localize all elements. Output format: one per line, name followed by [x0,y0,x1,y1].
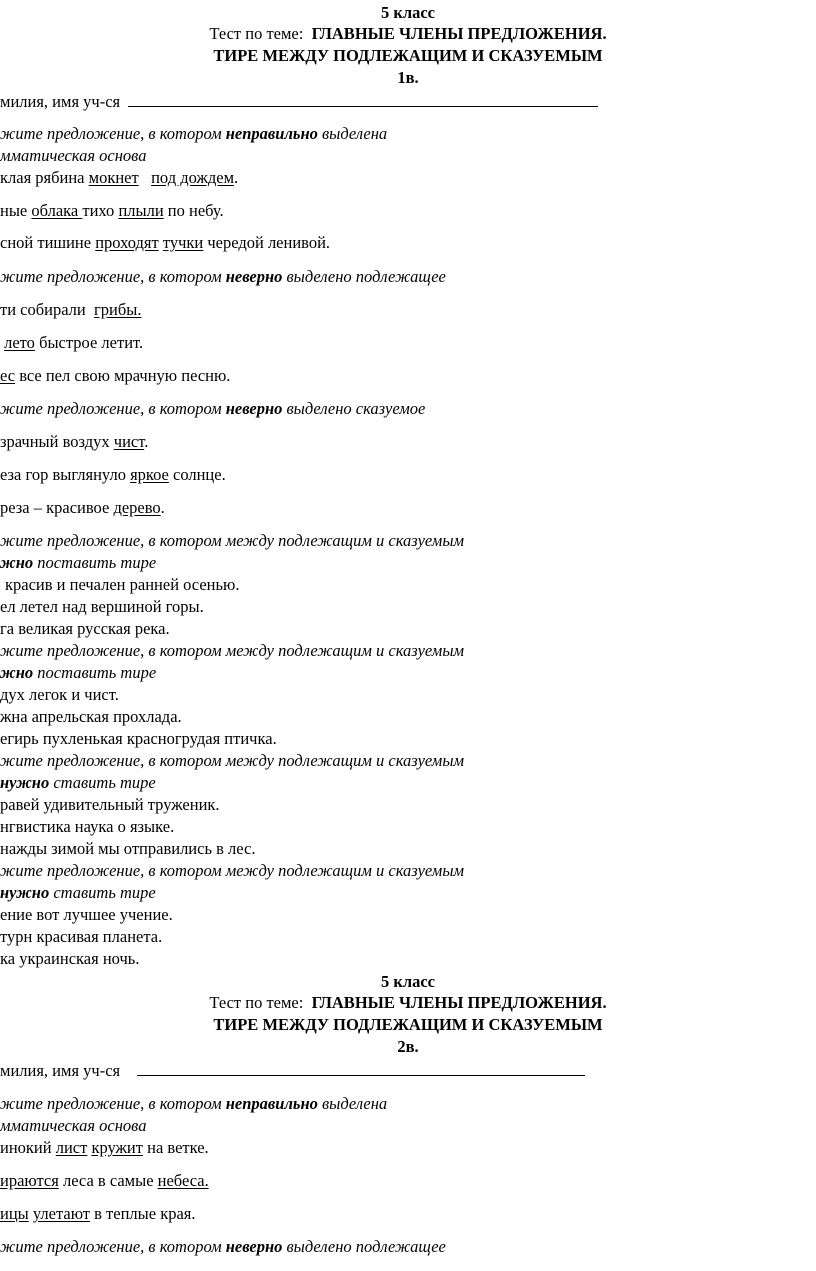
question-7-option-2[interactable]: турн красивая планета. [0,927,163,946]
question-1-option-2[interactable]: ные облака тихо плыли по небу. [0,201,224,220]
v2-question-1-prompt-line2: мматическая основа [0,1116,147,1135]
question-4-option-3[interactable]: га великая русская река. [0,619,170,638]
question-4-prompt: жите предложение, в котором между подлежащим и сказуемым [0,531,465,550]
question-5-prompt-line2: жно поставить тире [0,663,157,682]
grade-heading-v2: 5 класс [380,972,436,991]
topic-prefix: Тест по теме: [209,24,304,43]
question-3-option-3[interactable]: реза – красивое дерево. [0,498,165,517]
question-5-option-1[interactable]: дух легок и чист. [0,685,119,704]
student-name-line-v2 [0,1061,585,1081]
question-1-option-1[interactable]: клая рябина мокнет под дождем. [0,168,239,187]
question-6-option-2[interactable]: нгвистика наука о языке. [0,817,175,836]
v2-question-1-option-1[interactable]: инокий лист кружит на ветке. [0,1138,209,1157]
question-1-prompt: жите предложение, в котором неправильно выделена [0,124,388,143]
question-3-option-2[interactable]: еза гор выглянуло яркое солнце. [0,465,226,484]
question-2-option-2[interactable]: лето быстрое летит. [4,333,144,352]
question-6-option-1[interactable]: равей удивительный труженик. [0,795,220,814]
topic-heading-v1 [0,24,816,44]
question-2-option-3[interactable]: ес все пел свою мрачную песню. [0,366,231,385]
v2-question-1-option-3[interactable]: ицы улетают в теплые края. [0,1204,196,1223]
topic-subtitle-v2: ТИРЕ МЕЖДУ ПОДЛЕЖАЩИМ И СКАЗУЕМЫМ [213,1015,603,1034]
question-5-option-2[interactable]: жна апрельская прохлада. [0,707,182,726]
student-name-field[interactable] [137,1061,585,1076]
student-name-line-v1 [0,92,598,112]
v2-question-1-prompt: жите предложение, в котором неправильно выделена [0,1094,388,1113]
question-4-option-1[interactable]: красив и печален ранней осенью. [5,575,240,594]
question-7-prompt: жите предложение, в котором между подлежащим и сказуемым [0,861,465,880]
topic-title: ГЛАВНЫЕ ЧЛЕНЫ ПРЕДЛОЖЕНИЯ. [311,24,607,43]
variant-label-v1: 1в. [397,68,419,87]
question-7-option-1[interactable]: ение вот лучшее учение. [0,905,173,924]
question-1-prompt-line2: мматическая основа [0,146,147,165]
question-6-prompt-line2: нужно ставить тире [0,773,156,792]
question-6-prompt: жите предложение, в котором между подлежащим и сказуемым [0,751,465,770]
question-2-option-1[interactable]: ти собирали грибы. [0,300,142,319]
variant-label-v2: 2в. [397,1037,419,1056]
topic-title: ГЛАВНЫЕ ЧЛЕНЫ ПРЕДЛОЖЕНИЯ. [311,993,607,1012]
question-6-option-3[interactable]: нажды зимой мы отправились в лес. [0,839,256,858]
question-7-prompt-line2: нужно ставить тире [0,883,156,902]
question-4-option-2[interactable]: ел летел над вершиной горы. [0,597,204,616]
question-7-option-3[interactable]: ка украинская ночь. [0,949,140,968]
student-name-field[interactable] [128,92,598,107]
question-4-prompt-line2: жно поставить тире [0,553,157,572]
question-2-prompt: жите предложение, в котором неверно выделено подлежащее [0,267,446,286]
student-name-label: милия, имя уч-ся [0,92,121,111]
topic-heading-v2 [0,993,816,1013]
v2-question-2-prompt: жите предложение, в котором неверно выделено подлежащее [0,1237,446,1256]
topic-subtitle-v1: ТИРЕ МЕЖДУ ПОДЛЕЖАЩИМ И СКАЗУЕМЫМ [213,46,603,65]
question-5-prompt: жите предложение, в котором между подлежащим и сказуемым [0,641,465,660]
v2-question-1-option-2[interactable]: ираются леса в самые небеса. [0,1171,209,1190]
question-5-option-3[interactable]: егирь пухленькая красногрудая птичка. [0,729,277,748]
question-3-option-1[interactable]: зрачный воздух чист. [0,432,149,451]
topic-prefix: Тест по теме: [209,993,304,1012]
question-3-prompt: жите предложение, в котором неверно выделено сказуемое [0,399,426,418]
question-1-option-3[interactable]: сной тишине проходят тучки чередой ленивой. [0,233,331,252]
grade-heading-v1: 5 класс [380,3,436,22]
student-name-label: милия, имя уч-ся [0,1061,121,1080]
